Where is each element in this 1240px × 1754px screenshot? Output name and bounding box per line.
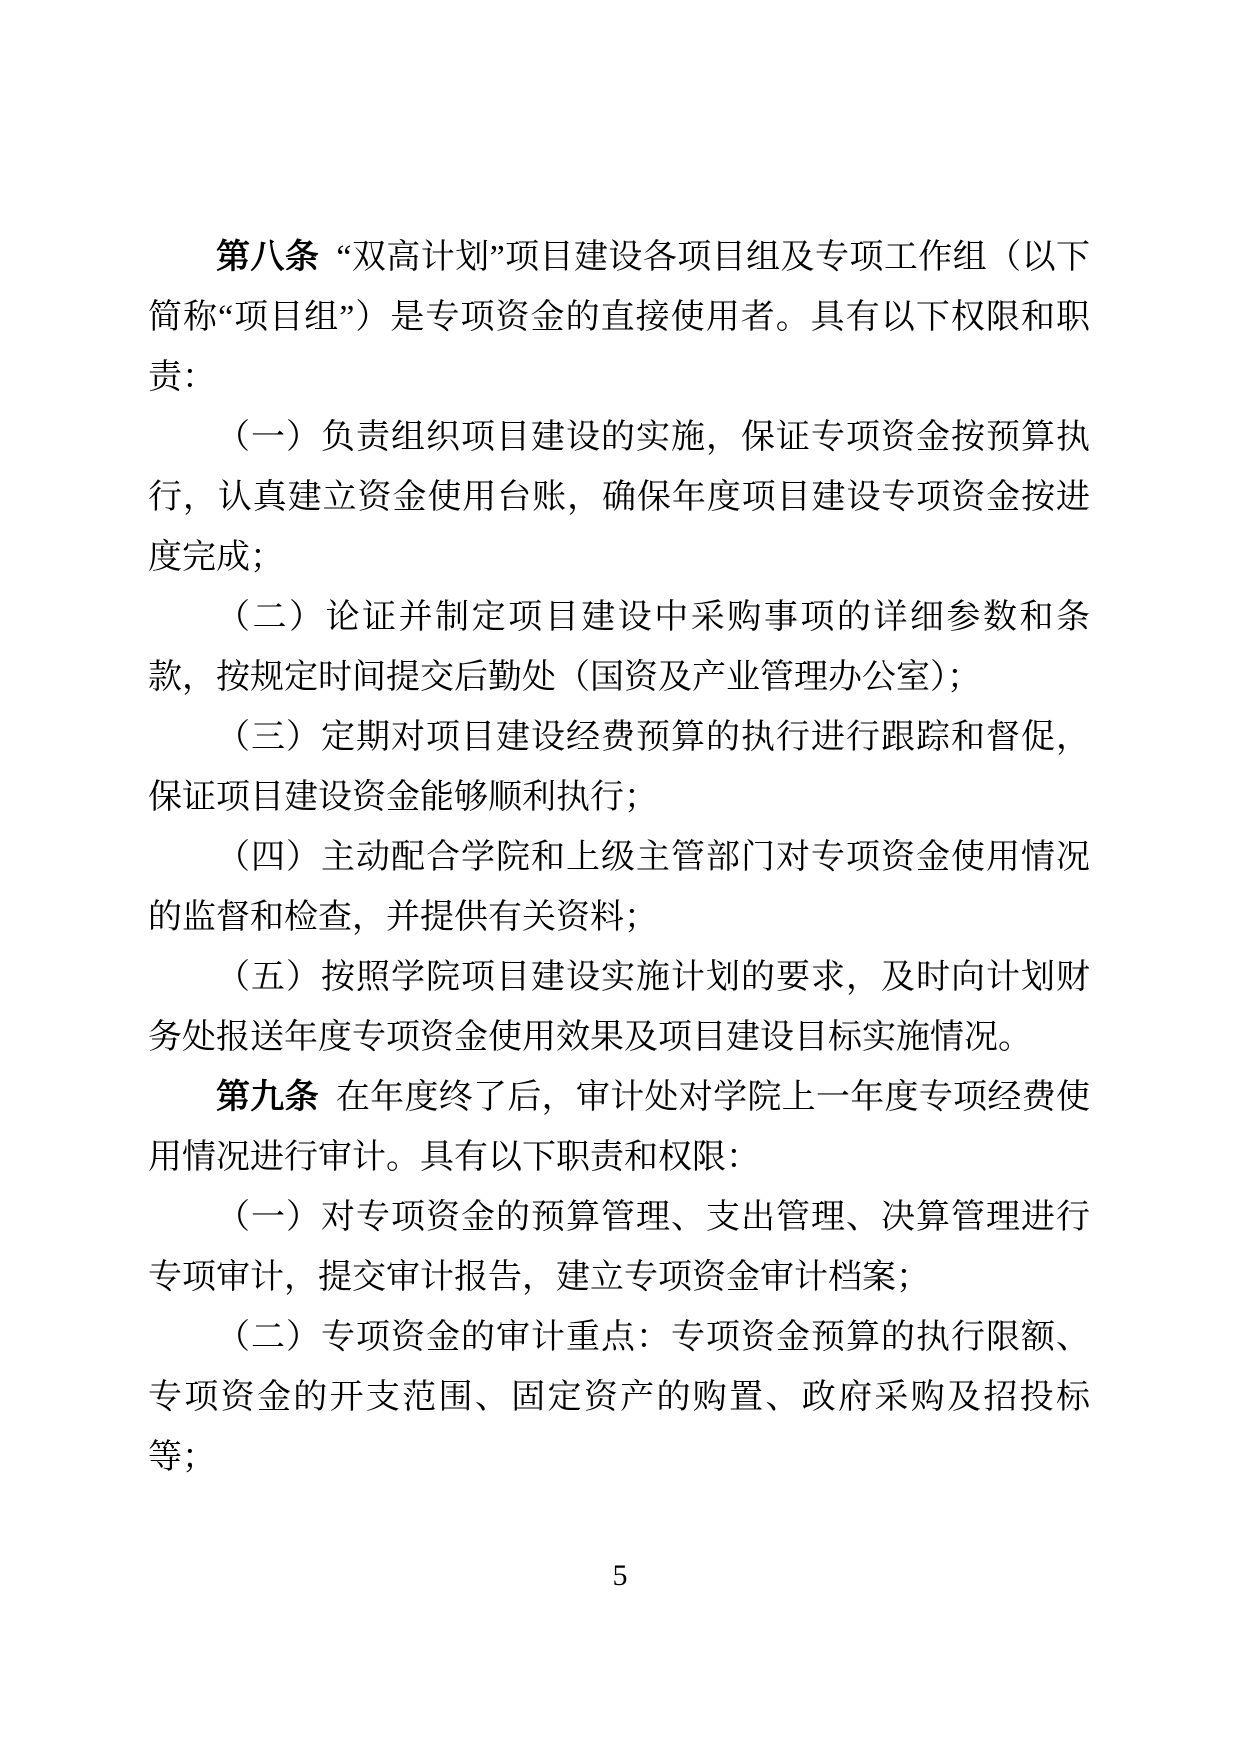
paragraph-article-8-clause-1 (148, 408, 1090, 588)
page-number: 5 (612, 1559, 628, 1592)
paragraph-article-8-clause-3 (148, 708, 1090, 828)
paragraph-article-9-clause-1 (148, 1188, 1090, 1308)
paragraph-article-8 (148, 228, 1090, 408)
paragraph-article-8-clause-5 (148, 948, 1090, 1068)
paragraph-text: “双高计划”项目建设各项目组及专项工作组（以下简称“项目组”）是专项资金的直接使用者。具有以下权限和职责： (148, 239, 1091, 396)
article-9-label: 第九条 (216, 1079, 319, 1116)
paragraph-text: （一）负责组织项目建设的实施，保证专项资金按预算执行，认真建立资金使用台账，确保年度项目建设专项资金按进度完成； (148, 419, 1090, 576)
paragraph-article-9-clause-2 (148, 1308, 1090, 1488)
paragraph-text: （二）专项资金的审计重点：专项资金预算的执行限额、专项资金的开支范围、固定资产的购置、政府采购及招投标等； (148, 1319, 1090, 1476)
paragraph-text: （二）论证并制定项目建设中采购事项的详细参数和条款，按规定时间提交后勤处（国资及产业管理办公室）； (148, 599, 1090, 696)
paragraph-article-9 (148, 1068, 1090, 1188)
paragraph-text: （三）定期对项目建设经费预算的执行进行跟踪和督促，保证项目建设资金能够顺利执行； (148, 719, 1090, 816)
paragraph-text: （一）对专项资金的预算管理、支出管理、决算管理进行专项审计，提交审计报告，建立专项资金审计档案； (148, 1199, 1090, 1296)
paragraph-text: （五）按照学院项目建设实施计划的要求，及时向计划财务处报送年度专项资金使用效果及项目建设目标实施情况。 (148, 959, 1090, 1056)
article-8-label: 第八条 (216, 239, 320, 276)
paragraph-text: 在年度终了后，审计处对学院上一年度专项经费使用情况进行审计。具有以下职责和权限： (148, 1079, 1090, 1176)
paragraph-text: （四）主动配合学院和上级主管部门对专项资金使用情况的监督和检查，并提供有关资料； (148, 839, 1090, 936)
document-body (148, 228, 1090, 1488)
paragraph-article-8-clause-4 (148, 828, 1090, 948)
paragraph-article-8-clause-2 (148, 588, 1090, 708)
